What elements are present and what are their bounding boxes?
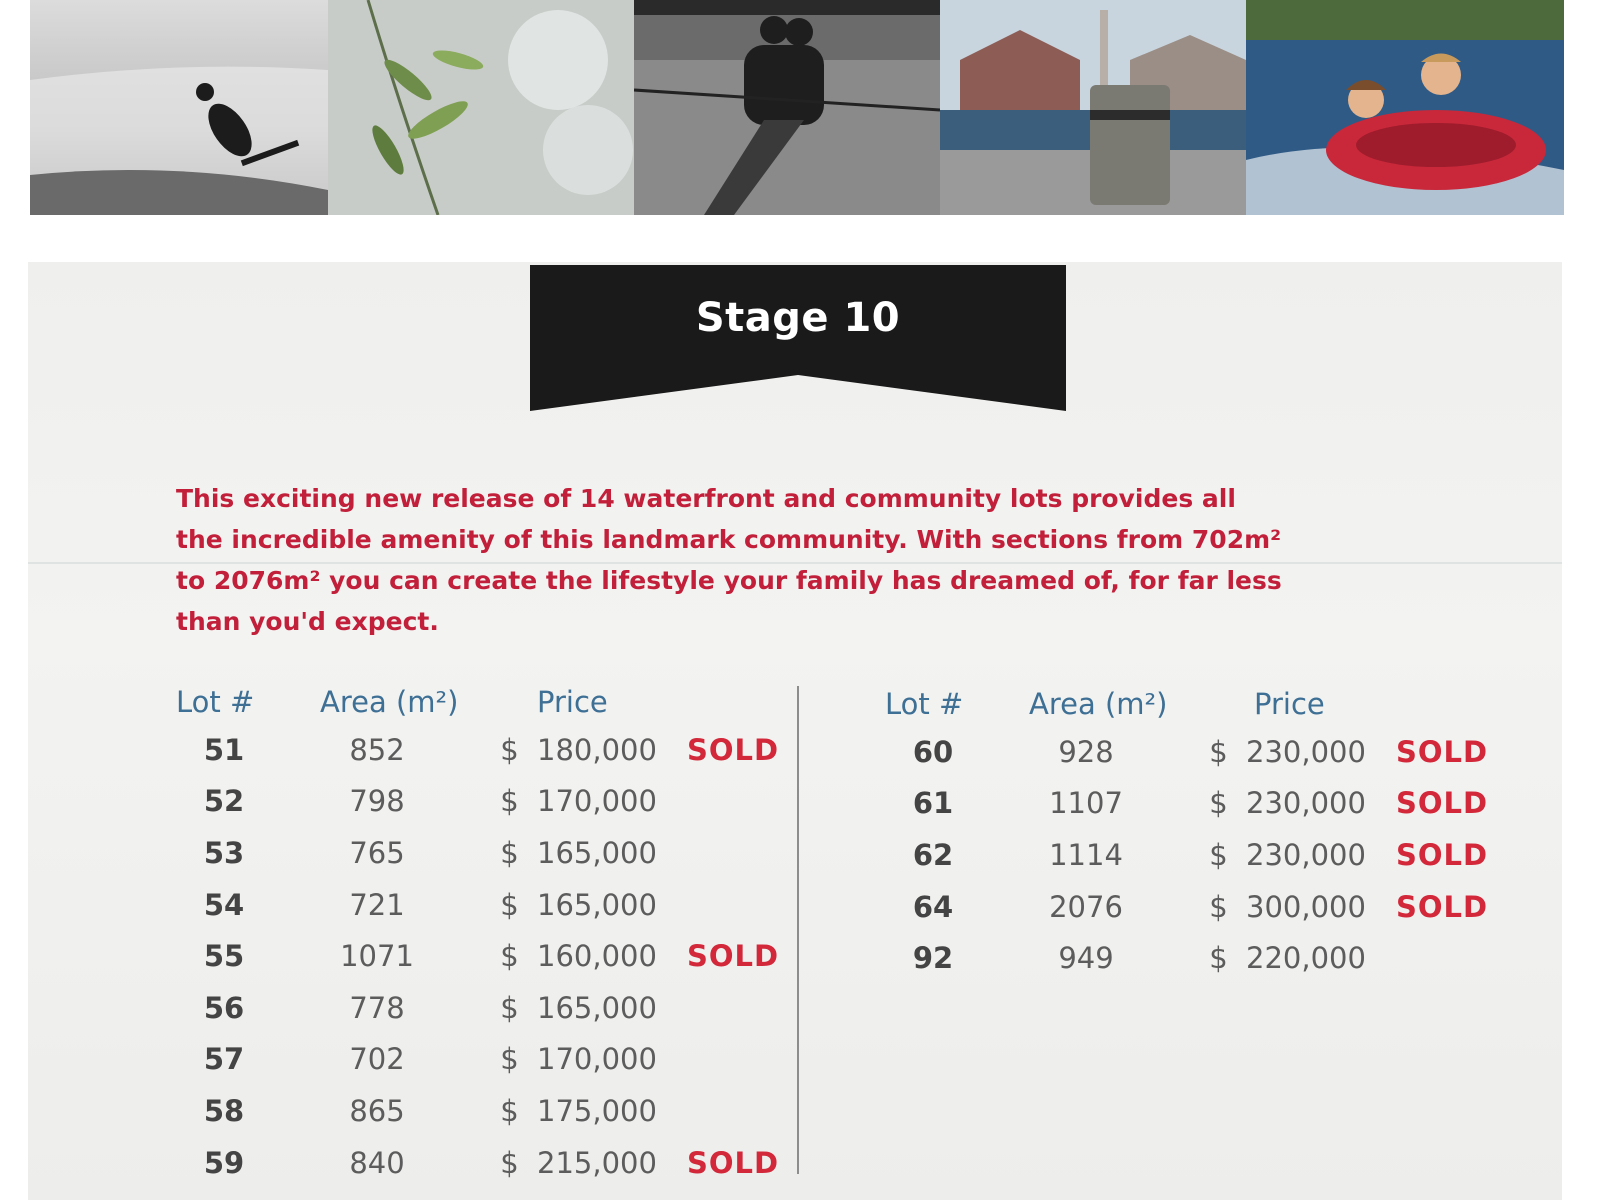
lot-area: 1071 (340, 939, 414, 974)
price-currency: $ (500, 784, 519, 819)
header-lot: Lot # (885, 687, 964, 721)
header-area: Area (m²) (320, 685, 459, 719)
lot-table-left (176, 680, 797, 1188)
lot-area: 852 (349, 732, 405, 767)
lot-number: 92 (912, 941, 954, 976)
lot-number: 61 (912, 786, 954, 821)
sold-badge: SOLD (687, 939, 780, 974)
lot-area: 2076 (1049, 889, 1123, 924)
sold-badge (1396, 932, 1506, 984)
lot-area: 928 (1058, 734, 1114, 769)
price-currency: $ (500, 732, 519, 767)
lot-rows-right (885, 726, 1506, 984)
price-currency: $ (500, 1145, 519, 1180)
lot-area: 702 (349, 1042, 405, 1077)
photo-waterfront-homes (940, 0, 1246, 215)
lot-area: 798 (349, 784, 405, 819)
price-currency: $ (1209, 734, 1228, 769)
lot-price: 170,000 (537, 1042, 657, 1077)
price-currency: $ (500, 835, 519, 870)
lot-price: 165,000 (537, 835, 657, 870)
lot-number: 60 (912, 734, 954, 769)
sold-badge: SOLD (687, 1145, 780, 1180)
sold-badge: SOLD (1396, 734, 1489, 769)
header-lot: Lot # (176, 685, 255, 719)
lot-area: 1107 (1049, 786, 1123, 821)
lot-number: 54 (203, 887, 245, 922)
stage-banner (530, 265, 1066, 411)
lot-number: 64 (912, 889, 954, 924)
table-row (885, 829, 1506, 881)
sold-badge: SOLD (1396, 889, 1489, 924)
lot-area: 949 (1058, 941, 1114, 976)
sold-badge (687, 776, 797, 828)
price-currency: $ (1209, 786, 1228, 821)
lot-number: 51 (203, 732, 245, 767)
lot-number: 57 (203, 1042, 245, 1077)
lot-area: 778 (349, 990, 405, 1025)
lot-area: 1114 (1049, 837, 1123, 872)
table-divider (797, 686, 799, 1174)
price-currency: $ (1209, 837, 1228, 872)
intro-line: This exciting new release of 14 waterfront and community lots provides all (176, 484, 1236, 513)
table-row (176, 827, 797, 879)
intro-line: the incredible amenity of this landmark community. With sections from 702m² (176, 525, 1282, 554)
lot-area: 721 (349, 887, 405, 922)
lot-price: 215,000 (537, 1145, 657, 1180)
sold-badge (687, 1034, 797, 1086)
table-row (885, 881, 1506, 933)
table-row (176, 776, 797, 828)
lot-table-right (885, 682, 1506, 984)
lot-number: 53 (203, 835, 245, 870)
intro-line: to 2076m² you can create the lifestyle your family has dreamed of, for far less (176, 566, 1282, 595)
table-header-row (885, 682, 1506, 726)
price-currency: $ (1209, 889, 1228, 924)
sold-badge: SOLD (687, 732, 780, 767)
header-spacer (482, 680, 537, 724)
lot-number: 62 (912, 837, 954, 872)
price-currency: $ (500, 1042, 519, 1077)
header-spacer (1191, 682, 1246, 726)
price-currency: $ (1209, 941, 1228, 976)
table-row (176, 930, 797, 982)
table-row (176, 1085, 797, 1137)
lot-price: 230,000 (1246, 837, 1366, 872)
table-row (176, 1034, 797, 1086)
table-row (885, 932, 1506, 984)
table-row (885, 778, 1506, 830)
lot-area: 765 (349, 835, 405, 870)
table-row (176, 982, 797, 1034)
lot-rows-left (176, 724, 797, 1188)
sold-badge (687, 1085, 797, 1137)
lot-price: 175,000 (537, 1093, 657, 1128)
lot-area: 840 (349, 1145, 405, 1180)
photo-strip (30, 0, 1564, 215)
header-area: Area (m²) (1029, 687, 1168, 721)
header-spacer (687, 680, 797, 724)
lot-price: 160,000 (537, 939, 657, 974)
lot-price: 165,000 (537, 990, 657, 1025)
sold-badge (687, 827, 797, 879)
intro-line: than you'd expect. (176, 607, 439, 636)
sold-badge (687, 982, 797, 1034)
lot-price: 220,000 (1246, 941, 1366, 976)
lot-number: 59 (203, 1145, 245, 1180)
sold-badge (687, 879, 797, 931)
lot-price: 230,000 (1246, 786, 1366, 821)
table-row (176, 724, 797, 776)
table-header-row (176, 680, 797, 724)
lot-price: 180,000 (537, 732, 657, 767)
lot-area: 865 (349, 1093, 405, 1128)
price-currency: $ (500, 887, 519, 922)
banner-title: Stage 10 (695, 295, 901, 341)
price-currency: $ (500, 990, 519, 1025)
lot-price: 165,000 (537, 887, 657, 922)
header-price: Price (537, 685, 608, 719)
header-spacer (1396, 682, 1506, 726)
lot-number: 55 (203, 939, 245, 974)
lot-number: 56 (203, 990, 245, 1025)
table-row (885, 726, 1506, 778)
header-price: Price (1254, 687, 1325, 721)
table-row (176, 1137, 797, 1189)
lot-price: 170,000 (537, 784, 657, 819)
photo-rowers (634, 0, 940, 215)
lot-price: 230,000 (1246, 734, 1366, 769)
photo-water-skier (30, 0, 328, 215)
photo-tube-riders (1246, 0, 1564, 215)
lot-price: 300,000 (1246, 889, 1366, 924)
lot-number: 58 (203, 1093, 245, 1128)
photo-willow-leaves (328, 0, 634, 215)
sold-badge: SOLD (1396, 837, 1489, 872)
table-row (176, 879, 797, 931)
lot-number: 52 (203, 784, 245, 819)
price-currency: $ (500, 1093, 519, 1128)
sold-badge: SOLD (1396, 786, 1489, 821)
price-currency: $ (500, 939, 519, 974)
intro-paragraph (176, 478, 1356, 642)
